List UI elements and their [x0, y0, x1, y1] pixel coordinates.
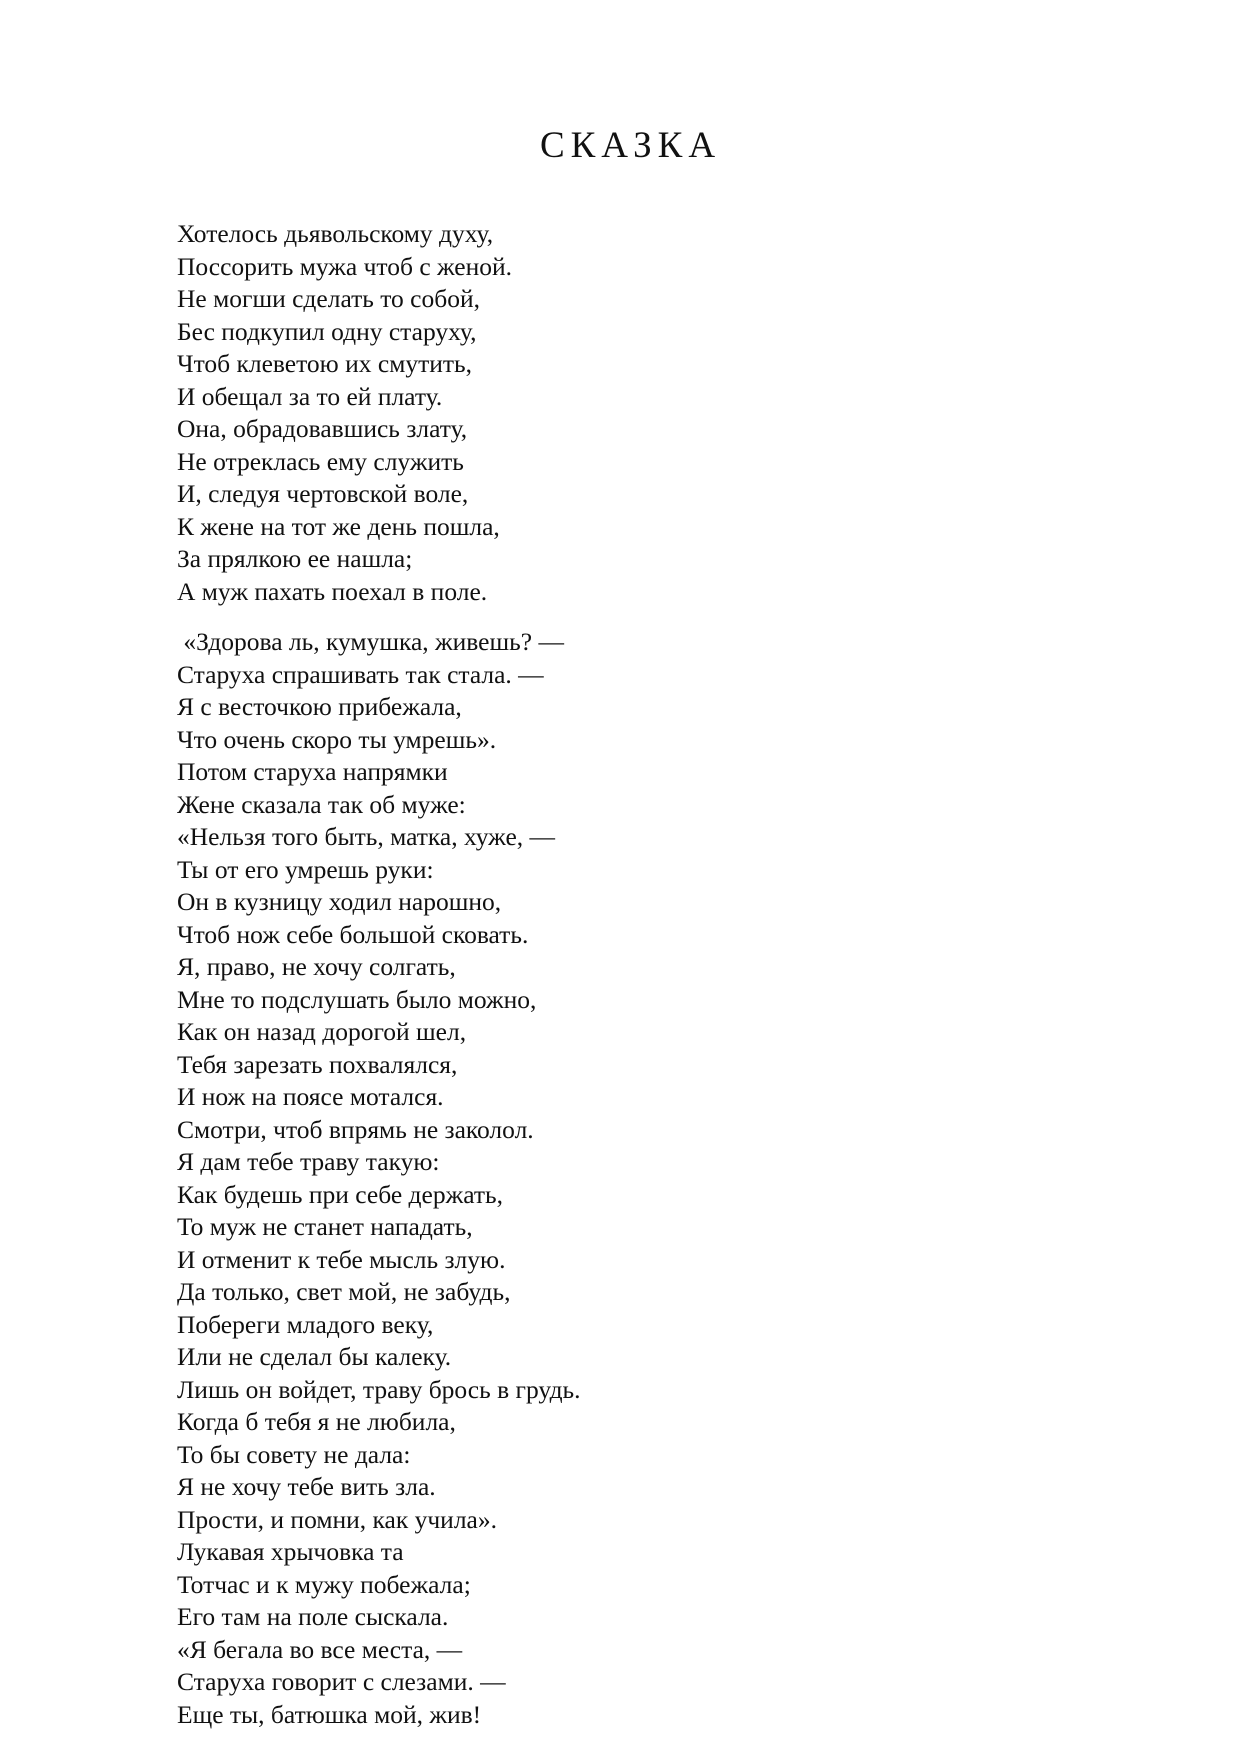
poem-line: Потом старуха напрямки [177, 757, 448, 786]
poem-line: То муж не станет нападать, [177, 1212, 473, 1241]
poem-line: Когда б тебя я не любила, [177, 1407, 456, 1436]
poem-line: Его там на поле сыскала. [177, 1602, 449, 1631]
poem-line: И, следуя чертовской воле, [177, 479, 469, 508]
poem-line: Да только, свет мой, не забудь, [177, 1277, 511, 1306]
poem-line: А муж пахать поехал в поле. [177, 576, 488, 606]
stanza-2 [177, 626, 581, 1731]
poem-title: СКАЗКА [539, 125, 722, 166]
poem-line: Как будешь при себе держать, [177, 1179, 503, 1209]
poem-line: Не отреклась ему служить [177, 446, 464, 476]
poem-line: За прялкою ее нашла; [177, 544, 413, 573]
poem-line: Бес подкупил одну старуху, [177, 316, 477, 346]
poem-line: Или не сделал бы калеку. [177, 1342, 452, 1371]
poem-line: Он в кузницу ходил нарошно, [177, 887, 502, 916]
poem-line: Я, право, не хочу солгать, [177, 952, 456, 981]
poem-line: Жене сказала так об муже: [177, 789, 466, 819]
poem-line: Лукавая хрычовка та [177, 1537, 404, 1566]
poem-line: «Здорова ль, кумушка, живешь? — [177, 627, 564, 656]
poem-line: Прости, и помни, как учила». [177, 1504, 497, 1534]
poem-line: И обещал за то ей плату. [177, 381, 443, 411]
poem-line: К жене на тот же день пошла, [177, 511, 500, 541]
poem-line: Старуха спрашивать так стала. — [177, 659, 544, 689]
poem-line: Чтоб клеветою их смутить, [177, 349, 473, 378]
poem-line: Что очень скоро ты умрешь». [177, 724, 497, 754]
poem-line: Хотелось дьявольскому духу, [177, 219, 494, 248]
poem-line: Побереги младого веку, [177, 1309, 434, 1339]
poem-line: Не могши сделать то собой, [177, 284, 480, 313]
poem-line: Она, обрадовавшись злату, [177, 414, 468, 443]
poem-line: Смотри, чтоб впрямь не заколол. [177, 1114, 534, 1144]
poem-line: Старуха говорит с слезами. — [177, 1667, 506, 1696]
stanza-1 [177, 218, 512, 608]
poem-line: Чтоб нож себе большой сковать. [177, 919, 529, 949]
poem-line: Еще ты, батюшка мой, жив! [177, 1699, 482, 1729]
poem-line: Мне то подслушать было можно, [177, 984, 537, 1014]
poem-line: И отменит к тебе мысль злую. [177, 1244, 506, 1274]
poem-line: То бы совету не дала: [177, 1439, 411, 1469]
poem-line: Поссорить мужа чтоб с женой. [177, 251, 513, 281]
poem-line: Я не хочу тебе вить зла. [177, 1472, 436, 1501]
poem-line: Я дам тебе траву такую: [177, 1147, 440, 1176]
poem-line: Лишь он войдет, траву брось в грудь. [177, 1374, 581, 1404]
poem-line: Тотчас и к мужу побежала; [177, 1569, 471, 1599]
poem-line: Тебя зарезать похвалялся, [177, 1049, 458, 1079]
poem-line: Как он назад дорогой шел, [177, 1017, 467, 1046]
poem-line: «Нельзя того быть, матка, хуже, — [177, 822, 556, 851]
poem-line: Ты от его умрешь руки: [177, 854, 434, 884]
poem-line: Я с весточкою прибежала, [177, 692, 462, 721]
poem-line: «Я бегала во все места, — [177, 1634, 463, 1664]
poem-line: И нож на поясе мотался. [177, 1082, 444, 1111]
